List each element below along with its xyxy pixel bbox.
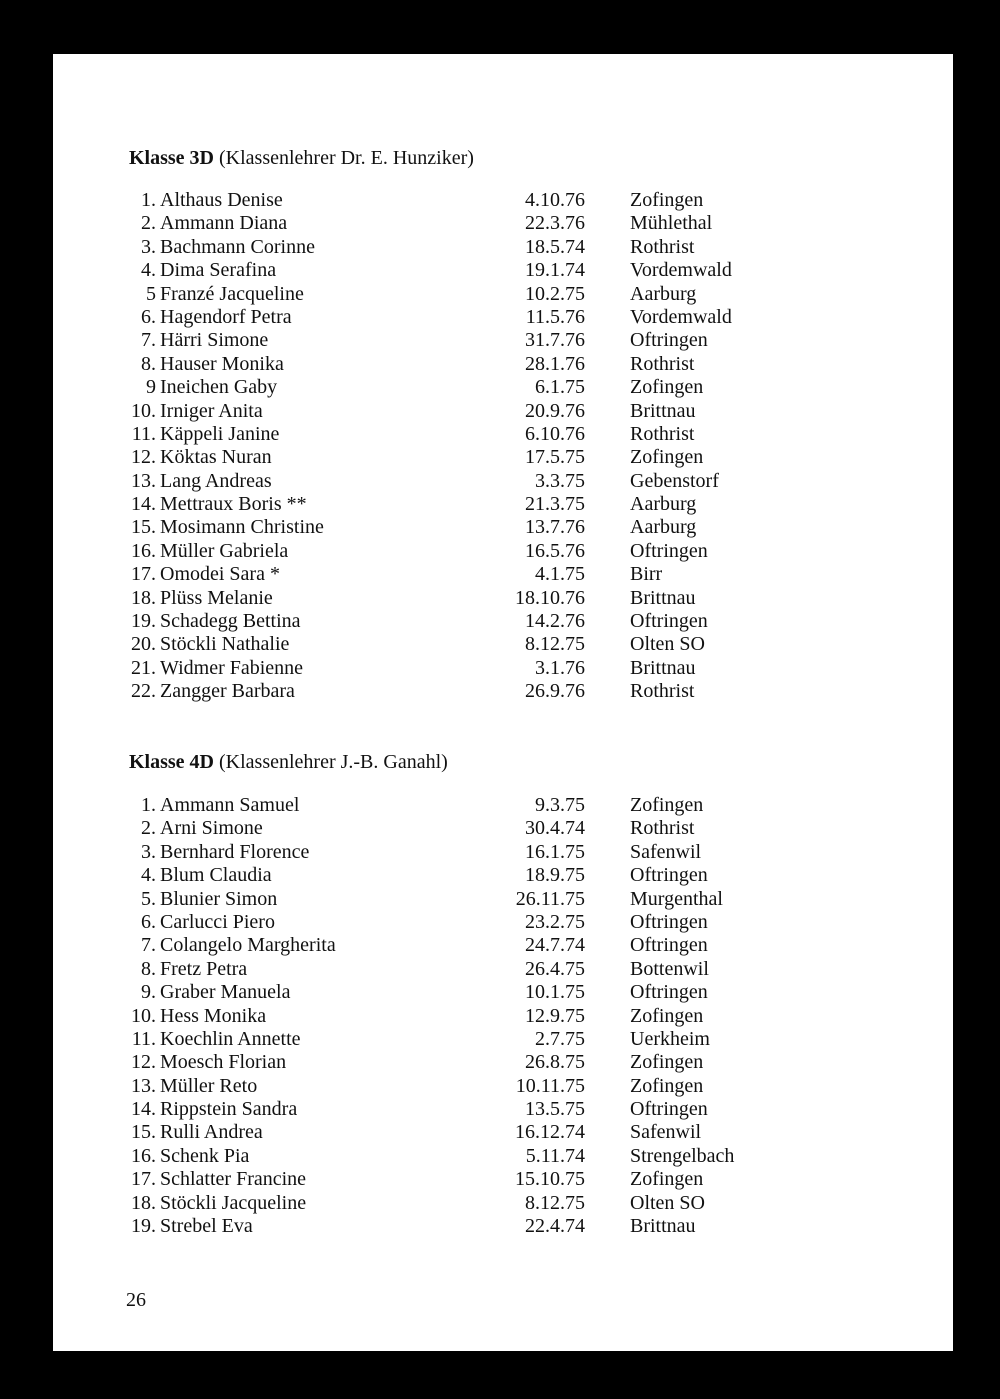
student-number: 19. [131, 1215, 156, 1238]
student-number: 5 [146, 282, 156, 305]
class-heading-4d [129, 750, 448, 774]
birth-date: 17.5.75 [525, 446, 585, 469]
birth-date: 6.1.75 [535, 376, 585, 399]
birth-date: 2.7.75 [535, 1027, 585, 1050]
hometown: Rothrist [630, 817, 695, 840]
student-number: 1. [141, 794, 156, 816]
student-number: 9 [146, 376, 156, 399]
class-label: Klasse 4D [129, 751, 214, 773]
hometown: Uerkheim [630, 1027, 710, 1050]
birth-date: 10.11.75 [515, 1074, 585, 1097]
student-row [0, 376, 1000, 399]
birth-date: 19.1.74 [525, 259, 585, 282]
student-name: Zangger Barbara [160, 680, 295, 703]
student-row [0, 888, 1000, 911]
hometown: Brittnau [630, 586, 696, 609]
birth-date: 9.3.75 [535, 794, 585, 816]
student-row [0, 587, 1000, 610]
hometown: Mühlethal [630, 212, 713, 235]
hometown: Oftringen [630, 910, 708, 933]
student-number: 7. [141, 329, 156, 352]
student-name: Blum Claudia [160, 864, 272, 887]
student-number: 5. [141, 887, 156, 910]
student-row [0, 610, 1000, 633]
birth-date: 16.12.74 [515, 1121, 585, 1144]
student-name: Althaus Denise [160, 189, 283, 211]
student-number: 8. [141, 957, 156, 980]
hometown: Olten SO [630, 1191, 705, 1214]
student-row [0, 446, 1000, 469]
student-row [0, 493, 1000, 516]
student-row [0, 236, 1000, 259]
student-name: Fretz Petra [160, 957, 248, 980]
hometown: Vordemwald [630, 259, 732, 282]
student-name: Omodei Sara * [160, 563, 280, 586]
student-number: 11. [131, 422, 156, 445]
student-number: 21. [131, 656, 156, 679]
student-row [0, 259, 1000, 282]
student-name: Moesch Florian [160, 1051, 287, 1074]
student-name: Hagendorf Petra [160, 305, 292, 328]
student-row [0, 934, 1000, 957]
student-row [0, 1192, 1000, 1215]
student-name: Rippstein Sandra [160, 1098, 298, 1121]
birth-date: 26.11.75 [515, 887, 585, 910]
hometown: Oftringen [630, 329, 708, 352]
birth-date: 4.10.76 [525, 189, 585, 211]
hometown: Oftringen [630, 610, 708, 633]
birth-date: 11.5.76 [525, 305, 585, 328]
student-name: Graber Manuela [160, 981, 291, 1004]
student-number: 10. [131, 399, 156, 422]
birth-date: 16.5.76 [525, 539, 585, 562]
page-number: 26 [126, 1289, 146, 1311]
student-row [0, 1168, 1000, 1191]
student-row [0, 680, 1000, 703]
birth-date: 6.10.76 [525, 422, 585, 445]
student-number: 1. [141, 189, 156, 211]
student-name: Rulli Andrea [160, 1121, 263, 1144]
student-name: Irniger Anita [160, 399, 263, 422]
birth-date: 10.2.75 [525, 282, 585, 305]
student-name: Colangelo Margherita [160, 934, 336, 957]
birth-date: 8.12.75 [525, 633, 585, 656]
birth-date: 26.9.76 [525, 680, 585, 703]
student-list-3d [0, 189, 1000, 704]
hometown: Bottenwil [630, 957, 709, 980]
hometown: Zofingen [630, 1074, 704, 1097]
student-name: Härri Simone [160, 329, 269, 352]
birth-date: 30.4.74 [525, 817, 585, 840]
student-number: 20. [131, 633, 156, 656]
hometown: Oftringen [630, 934, 708, 957]
student-row [0, 423, 1000, 446]
birth-date: 22.4.74 [525, 1215, 585, 1238]
birth-date: 3.1.76 [535, 656, 585, 679]
student-row [0, 958, 1000, 981]
hometown: Rothrist [630, 680, 695, 703]
hometown: Oftringen [630, 864, 708, 887]
student-row [0, 1005, 1000, 1028]
student-row [0, 306, 1000, 329]
student-number: 14. [131, 1098, 156, 1121]
hometown: Gebenstorf [630, 469, 719, 492]
student-name: Strebel Eva [160, 1215, 253, 1238]
student-row [0, 981, 1000, 1004]
birth-date: 13.5.75 [525, 1098, 585, 1121]
student-number: 12. [131, 1051, 156, 1074]
student-row [0, 329, 1000, 352]
student-number: 22. [131, 680, 156, 703]
student-name: Mosimann Christine [160, 516, 324, 539]
hometown: Strengelbach [630, 1144, 735, 1167]
student-number: 18. [131, 1191, 156, 1214]
birth-date: 26.4.75 [525, 957, 585, 980]
hometown: Murgenthal [630, 887, 723, 910]
student-number: 7. [141, 934, 156, 957]
student-row [0, 283, 1000, 306]
hometown: Aarburg [630, 493, 697, 516]
hometown: Zofingen [630, 446, 704, 469]
birth-date: 21.3.75 [525, 493, 585, 516]
class-heading-3d [129, 146, 474, 170]
student-name: Stöckli Nathalie [160, 633, 290, 656]
student-row [0, 563, 1000, 586]
student-row [0, 516, 1000, 539]
birth-date: 13.7.76 [525, 516, 585, 539]
birth-date: 18.10.76 [515, 586, 585, 609]
student-row [0, 189, 1000, 212]
hometown: Zofingen [630, 1004, 704, 1027]
student-number: 18. [131, 586, 156, 609]
student-name: Müller Gabriela [160, 539, 289, 562]
student-row [0, 1215, 1000, 1238]
hometown: Rothrist [630, 235, 695, 258]
student-row [0, 353, 1000, 376]
student-name: Mettraux Boris ** [160, 493, 307, 516]
student-number: 13. [131, 469, 156, 492]
hometown: Zofingen [630, 1168, 704, 1191]
birth-date: 3.3.75 [535, 469, 585, 492]
birth-date: 4.1.75 [535, 563, 585, 586]
class-teacher: (Klassenlehrer J.-B. Ganahl) [219, 751, 448, 773]
student-row [0, 1145, 1000, 1168]
birth-date: 10.1.75 [525, 981, 585, 1004]
student-name: Arni Simone [160, 817, 263, 840]
student-number: 2. [141, 817, 156, 840]
hometown: Oftringen [630, 981, 708, 1004]
student-number: 10. [131, 1004, 156, 1027]
student-name: Käppeli Janine [160, 422, 280, 445]
hometown: Oftringen [630, 539, 708, 562]
student-name: Blunier Simon [160, 887, 278, 910]
hometown: Brittnau [630, 656, 696, 679]
hometown: Brittnau [630, 1215, 696, 1238]
student-name: Hess Monika [160, 1004, 267, 1027]
student-name: Bernhard Florence [160, 840, 310, 863]
student-name: Widmer Fabienne [160, 656, 304, 679]
student-number: 17. [131, 1168, 156, 1191]
hometown: Zofingen [630, 189, 704, 211]
student-number: 6. [141, 910, 156, 933]
birth-date: 28.1.76 [525, 352, 585, 375]
hometown: Rothrist [630, 352, 695, 375]
birth-date: 24.7.74 [525, 934, 585, 957]
student-name: Plüss Melanie [160, 586, 273, 609]
student-row [0, 911, 1000, 934]
hometown: Birr [630, 563, 663, 586]
birth-date: 8.12.75 [525, 1191, 585, 1214]
birth-date: 14.2.76 [525, 610, 585, 633]
student-number: 19. [131, 610, 156, 633]
student-name: Schadegg Bettina [160, 610, 301, 633]
birth-date: 16.1.75 [525, 840, 585, 863]
birth-date: 31.7.76 [525, 329, 585, 352]
student-name: Schenk Pia [160, 1144, 250, 1167]
hometown: Safenwil [630, 840, 702, 863]
student-name: Ammann Diana [160, 212, 288, 235]
class-teacher: (Klassenlehrer Dr. E. Hunziker) [219, 147, 474, 169]
student-number: 13. [131, 1074, 156, 1097]
student-row [0, 470, 1000, 493]
student-name: Ammann Samuel [160, 794, 300, 816]
student-number: 3. [141, 235, 156, 258]
student-row [0, 633, 1000, 656]
hometown: Zofingen [630, 376, 704, 399]
student-row [0, 864, 1000, 887]
student-number: 16. [131, 539, 156, 562]
student-number: 14. [131, 493, 156, 516]
birth-date: 5.11.74 [525, 1144, 585, 1167]
student-number: 12. [131, 446, 156, 469]
student-row [0, 1075, 1000, 1098]
student-row [0, 1121, 1000, 1144]
hometown: Safenwil [630, 1121, 702, 1144]
student-name: Ineichen Gaby [160, 376, 278, 399]
birth-date: 26.8.75 [525, 1051, 585, 1074]
student-row [0, 841, 1000, 864]
student-number: 15. [131, 1121, 156, 1144]
student-name: Koechlin Annette [160, 1027, 301, 1050]
hometown: Oftringen [630, 1098, 708, 1121]
hometown: Olten SO [630, 633, 705, 656]
birth-date: 12.9.75 [525, 1004, 585, 1027]
student-row [0, 1028, 1000, 1051]
student-row [0, 212, 1000, 235]
student-name: Carlucci Piero [160, 910, 275, 933]
student-number: 2. [141, 212, 156, 235]
birth-date: 18.5.74 [525, 235, 585, 258]
student-number: 6. [141, 305, 156, 328]
birth-date: 22.3.76 [525, 212, 585, 235]
hometown: Zofingen [630, 1051, 704, 1074]
student-name: Köktas Nuran [160, 446, 272, 469]
hometown: Brittnau [630, 399, 696, 422]
hometown: Vordemwald [630, 305, 732, 328]
class-label: Klasse 3D [129, 147, 214, 169]
student-number: 17. [131, 563, 156, 586]
student-row [0, 794, 1000, 817]
birth-date: 20.9.76 [525, 399, 585, 422]
birth-date: 18.9.75 [525, 864, 585, 887]
student-list-4d [0, 794, 1000, 1238]
student-row [0, 1051, 1000, 1074]
student-number: 3. [141, 840, 156, 863]
student-name: Schlatter Francine [160, 1168, 307, 1191]
student-number: 15. [131, 516, 156, 539]
birth-date: 15.10.75 [515, 1168, 585, 1191]
student-name: Lang Andreas [160, 469, 272, 492]
student-row [0, 400, 1000, 423]
student-name: Dima Serafina [160, 259, 277, 282]
student-row [0, 1098, 1000, 1121]
student-row [0, 817, 1000, 840]
student-name: Müller Reto [160, 1074, 258, 1097]
student-name: Hauser Monika [160, 352, 284, 375]
student-name: Bachmann Corinne [160, 235, 315, 258]
student-number: 9. [141, 981, 156, 1004]
hometown: Aarburg [630, 516, 697, 539]
student-row [0, 657, 1000, 680]
birth-date: 23.2.75 [525, 910, 585, 933]
student-number: 11. [131, 1027, 156, 1050]
student-number: 16. [131, 1144, 156, 1167]
student-name: Stöckli Jacqueline [160, 1191, 307, 1214]
student-name: Franzé Jacqueline [160, 282, 304, 305]
hometown: Aarburg [630, 282, 697, 305]
student-row [0, 540, 1000, 563]
student-number: 4. [141, 864, 156, 887]
student-number: 4. [141, 259, 156, 282]
hometown: Rothrist [630, 422, 695, 445]
student-number: 8. [141, 352, 156, 375]
hometown: Zofingen [630, 794, 704, 816]
